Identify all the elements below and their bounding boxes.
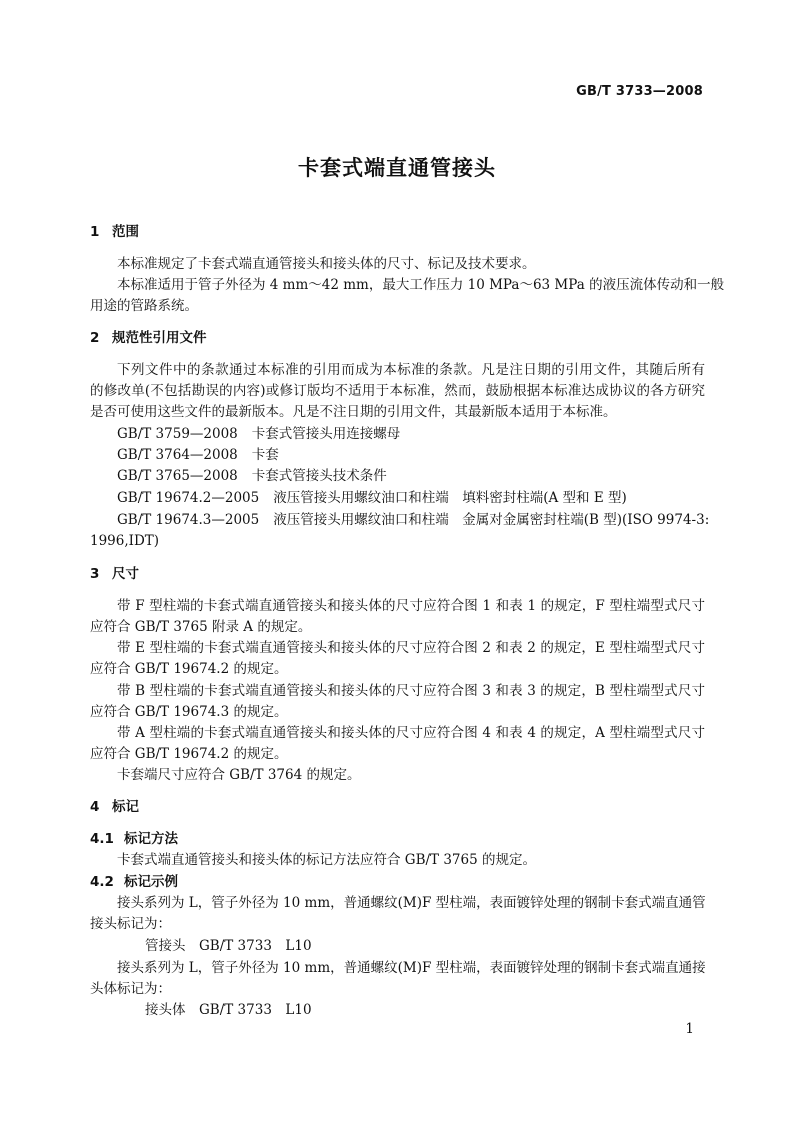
paragraph-line: 带 B 型柱端的卡套式端直通管接头和接头体的尺寸应符合图 3 和表 3 的规定，B 型柱端型式尺寸: [117, 683, 705, 699]
reference-code: GB/T 19674.2—2005: [117, 490, 260, 506]
paragraph-line: 接头系列为 L，管子外径为 10 mm，普通螺纹(M)F 型柱端，表面镀锌处理的钢制卡套式端直通管: [117, 895, 706, 911]
paragraph-line: 卡套端尺寸应符合 GB/T 3764 的规定。: [117, 767, 361, 783]
paragraph-line: 带 E 型柱端的卡套式端直通管接头和接头体的尺寸应符合图 2 和表 2 的规定，E 型柱端型式尺寸: [117, 640, 705, 656]
paragraph-line: 头体标记为：: [90, 981, 171, 997]
section-number: 2: [90, 330, 100, 346]
paragraph-line: 本标准规定了卡套式端直通管接头和接头体的尺寸、标记及技术要求。: [117, 256, 536, 272]
paragraph-line: 下列文件中的条款通过本标准的引用而成为本标准的条款。凡是注日期的引用文件，其随后所有: [117, 362, 705, 378]
paragraph-line: 本标准适用于管子外径为 4 mm～42 mm，最大工作压力 10 MPa～63 MPa 的液压流体传动和一般: [117, 277, 725, 293]
paragraph-line: 接头系列为 L，管子外径为 10 mm，普通螺纹(M)F 型柱端，表面镀锌处理的钢制卡套式端直通接: [117, 960, 706, 976]
reference-title: 卡套式管接头用连接螺母: [251, 426, 401, 442]
subsection-4-2-heading: [90, 872, 178, 893]
reference-item: [117, 445, 279, 466]
document-title: 卡套式端直通管接头: [298, 156, 496, 180]
paragraph-line: 应符合 GB/T 19674.2 的规定。: [90, 746, 288, 762]
reference-item: [117, 424, 400, 445]
reference-item: [117, 510, 709, 531]
reference-title: 卡套: [251, 447, 279, 463]
paragraph-line: 带 A 型柱端的卡套式端直通管接头和接头体的尺寸应符合图 4 和表 4 的规定，A 型柱端型式尺寸: [117, 725, 705, 741]
reference-title: 卡套式管接头技术条件: [251, 468, 387, 484]
reference-code: GB/T 3759—2008: [117, 426, 238, 442]
section-4-heading: [90, 797, 139, 818]
section-number: 3: [90, 566, 100, 582]
section-title: 标记: [112, 799, 139, 815]
section-2-heading: [90, 328, 207, 349]
paragraph-line: 用途的管路系统。: [90, 298, 198, 314]
section-title: 规范性引用文件: [112, 330, 207, 346]
reference-title: 液压管接头用螺纹油口和柱端 金属对金属密封柱端(B 型)(ISO 9974-3:: [273, 512, 710, 528]
section-number: 4: [90, 799, 100, 815]
section-1-heading: [90, 222, 139, 243]
section-title: 标记方法: [124, 831, 178, 847]
reference-continuation: 1996,IDT): [90, 533, 160, 549]
paragraph-line: 是否可使用这些文件的最新版本。凡是不注日期的引用文件，其最新版本适用于本标准。: [90, 404, 617, 420]
reference-code: GB/T 3764—2008: [117, 447, 238, 463]
section-title: 范围: [112, 224, 139, 240]
paragraph-line: 接头标记为：: [90, 916, 171, 932]
marking-example: 接头体 GB/T 3733 L10: [145, 1002, 312, 1018]
reference-code: GB/T 19674.3—2005: [117, 512, 260, 528]
paragraph-line: 应符合 GB/T 3765 附录 A 的规定。: [90, 619, 312, 635]
reference-code: GB/T 3765—2008: [117, 468, 238, 484]
section-3-heading: [90, 564, 139, 585]
standard-code: GB/T 3733—2008: [576, 84, 703, 99]
paragraph-line: 带 F 型柱端的卡套式端直通管接头和接头体的尺寸应符合图 1 和表 1 的规定，F 型柱端型式尺寸: [117, 598, 705, 614]
paragraph-line: 应符合 GB/T 19674.3 的规定。: [90, 704, 288, 720]
section-number: 4.2: [90, 874, 114, 890]
marking-example: 管接头 GB/T 3733 L10: [145, 938, 312, 954]
reference-item: [117, 466, 387, 487]
paragraph-line: 卡套式端直通管接头和接头体的标记方法应符合 GB/T 3765 的规定。: [117, 852, 536, 868]
section-number: 1: [90, 224, 100, 240]
section-number: 4.1: [90, 831, 114, 847]
section-title: 尺寸: [112, 566, 139, 582]
subsection-4-1-heading: [90, 829, 178, 850]
reference-title: 液压管接头用螺纹油口和柱端 填料密封柱端(A 型和 E 型): [273, 490, 627, 506]
reference-item: [117, 488, 627, 509]
paragraph-line: 的修改单(不包括勘误的内容)或修订版均不适用于本标准，然而，鼓励根据本标准达成协议的各方研究: [90, 383, 705, 399]
paragraph-line: 应符合 GB/T 19674.2 的规定。: [90, 661, 288, 677]
section-title: 标记示例: [124, 874, 178, 890]
page-number: 1: [685, 1021, 694, 1037]
